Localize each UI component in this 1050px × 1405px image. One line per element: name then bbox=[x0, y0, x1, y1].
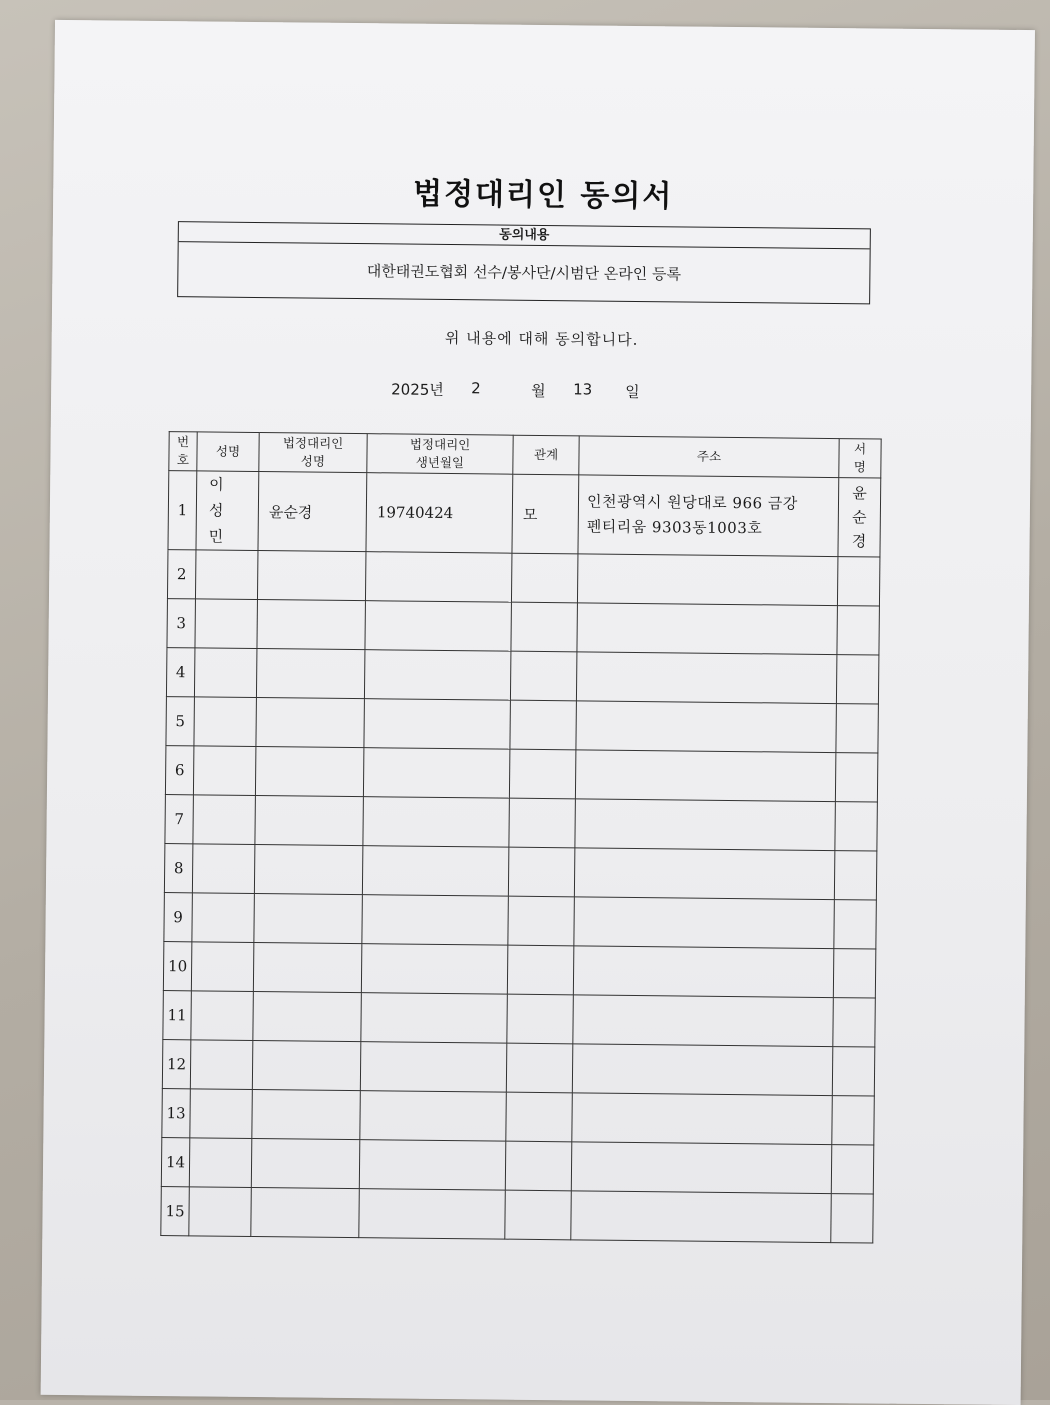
row-guardian-birth bbox=[361, 944, 508, 995]
header-guardian-birth: 법정대리인 생년월일 bbox=[367, 434, 513, 475]
table-row bbox=[163, 991, 875, 1047]
row-relation bbox=[511, 553, 578, 603]
row-signature bbox=[837, 557, 880, 606]
row-name bbox=[193, 746, 256, 796]
row-name bbox=[192, 893, 255, 943]
row-guardian-birth bbox=[360, 1091, 507, 1142]
row-guardian-birth bbox=[365, 601, 512, 652]
table-row bbox=[165, 795, 877, 851]
row-number: 14 bbox=[161, 1138, 190, 1187]
row-number: 3 bbox=[167, 599, 196, 648]
header-name: 성명 bbox=[197, 432, 259, 472]
row-relation bbox=[507, 945, 574, 995]
row-guardian-name: 윤순경 bbox=[258, 472, 367, 552]
row-number: 4 bbox=[166, 648, 195, 697]
row-relation bbox=[508, 896, 575, 946]
row-address bbox=[576, 701, 836, 753]
table-row bbox=[166, 648, 878, 704]
date-day-value: 13 bbox=[573, 380, 593, 399]
row-name bbox=[190, 1040, 253, 1090]
row-signature bbox=[834, 900, 877, 949]
row-relation bbox=[510, 651, 577, 701]
row-number: 10 bbox=[163, 942, 192, 991]
table-row bbox=[165, 746, 877, 802]
row-number: 15 bbox=[161, 1187, 190, 1236]
header-signature: 서 명 bbox=[839, 439, 881, 478]
row-signature bbox=[836, 655, 879, 704]
row-signature bbox=[835, 802, 878, 851]
row-name bbox=[195, 550, 258, 600]
consent-content: 대한태권도협회 선수/봉사단/시범단 온라인 등록 bbox=[366, 262, 682, 284]
header-address: 주소 bbox=[579, 436, 839, 478]
row-name bbox=[194, 648, 257, 698]
row-address bbox=[571, 1142, 831, 1194]
date-day-label: 일 bbox=[625, 382, 640, 402]
row-guardian-name bbox=[253, 943, 362, 993]
row-name bbox=[191, 991, 254, 1041]
row-name bbox=[190, 1089, 253, 1139]
row-guardian-name bbox=[256, 698, 365, 748]
row-name bbox=[193, 795, 256, 845]
document-paper bbox=[41, 20, 1035, 1405]
row-guardian-birth bbox=[359, 1189, 506, 1240]
row-signature: 윤 순 경 bbox=[838, 478, 881, 557]
header-relation: 관계 bbox=[513, 435, 579, 475]
row-relation bbox=[509, 798, 576, 848]
row-signature bbox=[837, 606, 880, 655]
row-guardian-name bbox=[254, 894, 363, 944]
row-signature bbox=[831, 1145, 874, 1194]
row-address bbox=[572, 1044, 832, 1096]
row-number: 12 bbox=[162, 1040, 191, 1089]
row-relation bbox=[505, 1190, 572, 1240]
row-relation bbox=[505, 1141, 572, 1191]
table-row bbox=[164, 893, 876, 949]
row-address bbox=[571, 1191, 831, 1243]
row-guardian-birth bbox=[364, 650, 511, 701]
row-guardian-birth bbox=[362, 895, 509, 946]
table-row bbox=[166, 697, 878, 753]
row-name bbox=[189, 1138, 252, 1188]
row-number: 2 bbox=[167, 550, 196, 599]
row-guardian-name bbox=[252, 1089, 361, 1139]
row-number: 5 bbox=[166, 697, 195, 746]
table-row bbox=[163, 942, 875, 998]
row-guardian-birth bbox=[362, 846, 509, 897]
row-name bbox=[195, 599, 258, 649]
row-relation bbox=[506, 1043, 573, 1093]
table-row bbox=[167, 550, 879, 606]
row-name bbox=[189, 1187, 252, 1237]
row-guardian-name bbox=[251, 1138, 360, 1188]
document-title: 법정대리인 동의서 bbox=[412, 176, 674, 215]
row-guardian-name bbox=[251, 1187, 360, 1237]
row-number: 11 bbox=[163, 991, 192, 1040]
row-number: 13 bbox=[162, 1089, 191, 1138]
row-signature bbox=[833, 949, 876, 998]
row-number: 8 bbox=[164, 844, 193, 893]
row-guardian-birth bbox=[364, 699, 511, 750]
row-guardian-name bbox=[255, 747, 364, 797]
table-row bbox=[161, 1187, 873, 1243]
row-address bbox=[575, 750, 835, 802]
row-guardian-name bbox=[253, 991, 362, 1041]
row-address bbox=[573, 946, 833, 998]
row-signature bbox=[836, 704, 879, 753]
row-address bbox=[577, 603, 837, 655]
row-guardian-name bbox=[257, 551, 366, 601]
row-address bbox=[573, 995, 833, 1047]
row-signature bbox=[834, 851, 877, 900]
row-number: 1 bbox=[168, 471, 197, 550]
row-address bbox=[576, 652, 836, 704]
date-month-value: 2 bbox=[471, 379, 481, 398]
row-address bbox=[574, 897, 834, 949]
row-number: 7 bbox=[165, 795, 194, 844]
date-year: 2025년 bbox=[391, 380, 444, 399]
row-guardian-birth bbox=[360, 1042, 507, 1093]
row-number: 9 bbox=[164, 893, 193, 942]
row-relation: 모 bbox=[512, 474, 579, 554]
date-month-label: 월 bbox=[531, 381, 546, 401]
empty-rows-group bbox=[161, 550, 880, 1243]
header-number: 번 호 bbox=[169, 432, 197, 471]
table-row bbox=[168, 471, 881, 557]
row-name bbox=[194, 697, 257, 747]
row-name bbox=[192, 844, 255, 894]
row-signature bbox=[832, 1047, 875, 1096]
table-row bbox=[164, 844, 876, 900]
row-guardian-name bbox=[256, 649, 365, 699]
row-signature bbox=[832, 1096, 875, 1145]
row-guardian-name bbox=[252, 1040, 361, 1090]
row-relation bbox=[510, 700, 577, 750]
row-relation bbox=[509, 749, 576, 799]
row-address: 인천광역시 원당대로 966 금강 펜티리움 9303동1003호 bbox=[578, 475, 839, 557]
consent-box bbox=[177, 221, 871, 304]
row-relation bbox=[511, 602, 578, 652]
header-guardian-name: 법정대리인 성명 bbox=[259, 433, 367, 473]
row-guardian-birth bbox=[359, 1140, 506, 1191]
row-address bbox=[577, 554, 837, 606]
row-relation bbox=[507, 994, 574, 1044]
table-row bbox=[162, 1040, 874, 1096]
row-number: 6 bbox=[165, 746, 194, 795]
table-row bbox=[161, 1138, 873, 1194]
row-address bbox=[574, 848, 834, 900]
guardian-consent-table bbox=[160, 431, 881, 1243]
row-guardian-birth: 19740424 bbox=[366, 473, 513, 554]
consent-header: 동의내용 bbox=[179, 222, 870, 249]
row-name bbox=[191, 942, 254, 992]
row-guardian-birth bbox=[365, 552, 512, 603]
row-relation bbox=[506, 1092, 573, 1142]
table-row bbox=[162, 1089, 874, 1145]
row-guardian-birth bbox=[363, 748, 510, 799]
agreement-statement: 위 내용에 대해 동의합니다. bbox=[444, 328, 639, 349]
table-row bbox=[167, 599, 879, 655]
row-name: 이 성 민 bbox=[196, 471, 259, 551]
row-address bbox=[575, 799, 835, 851]
row-signature bbox=[831, 1194, 874, 1243]
row-guardian-birth bbox=[363, 797, 510, 848]
row-signature bbox=[835, 753, 878, 802]
row-guardian-name bbox=[254, 845, 363, 895]
row-signature bbox=[833, 998, 876, 1047]
row-address bbox=[572, 1093, 832, 1145]
row-guardian-birth bbox=[361, 993, 508, 1044]
row-guardian-name bbox=[255, 796, 364, 846]
row-relation bbox=[508, 847, 575, 897]
row-guardian-name bbox=[257, 600, 366, 650]
